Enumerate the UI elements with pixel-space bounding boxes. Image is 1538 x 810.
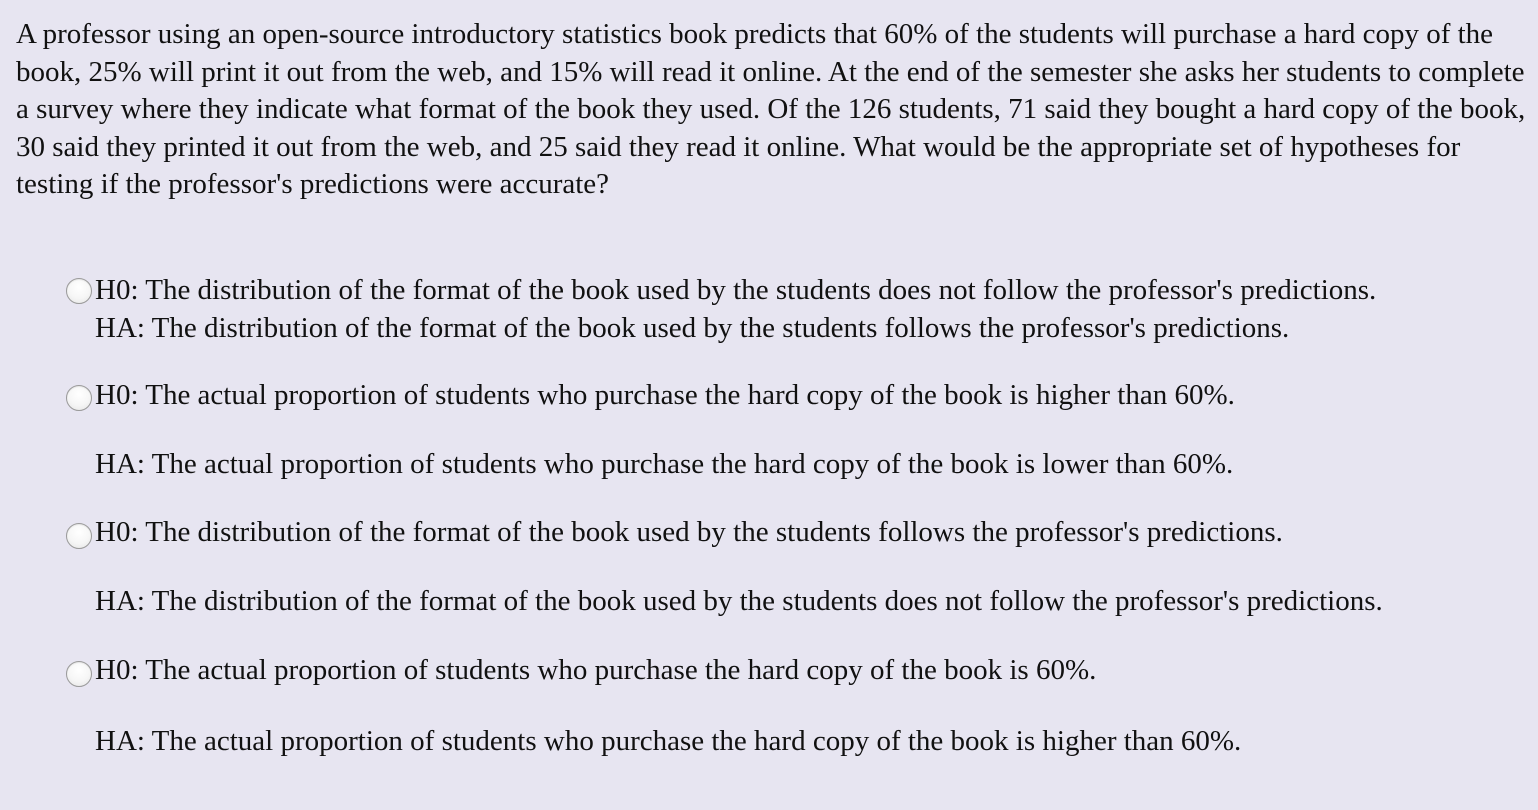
answer-option-c[interactable] (66, 514, 1536, 624)
radio-button-b[interactable] (66, 385, 92, 411)
radio-button-d[interactable] (66, 661, 92, 687)
radio-button-a[interactable] (66, 278, 92, 304)
answer-option-a[interactable] (66, 272, 1536, 352)
option-b-h0: H0: The actual proportion of students who purchase the hard copy of the book is higher than 60%. (95, 379, 1235, 411)
option-a-ha: HA: The distribution of the format of the book used by the students follows the professor's predictions. (95, 312, 1290, 344)
option-a-h0: H0: The distribution of the format of the book used by the students does not follow the professor's predictions. (95, 274, 1377, 306)
option-d-h0: H0: The actual proportion of students who purchase the hard copy of the book is 60%. (95, 654, 1097, 686)
option-d-ha: HA: The actual proportion of students who purchase the hard copy of the book is higher than 60%. (95, 725, 1242, 757)
option-c-ha: HA: The distribution of the format of the book used by the students does not follow the professor's predictions. (95, 585, 1383, 617)
answer-option-d[interactable] (66, 652, 1536, 762)
radio-button-c[interactable] (66, 523, 92, 549)
option-b-ha: HA: The actual proportion of students who purchase the hard copy of the book is lower than 60%. (95, 448, 1234, 480)
option-c-h0: H0: The distribution of the format of the book used by the students follows the professor's predictions. (95, 516, 1283, 548)
question-text: A professor using an open-source introductory statistics book predicts that 60% of the students will purchase a hard copy of the book, 25% will print it out from the web, and 15% will read it online. At the end of the semester she asks her students to complete a survey where they indicate what format of the book they used. Of the 126 students, 71 said they bought a hard copy of the book, 30 said they printed it out from the web, and 25 said they read it online. What would be the appropriate set of hypotheses for testing if the professor's predictions were accurate? (16, 18, 1526, 200)
answer-option-b[interactable] (66, 377, 1536, 487)
